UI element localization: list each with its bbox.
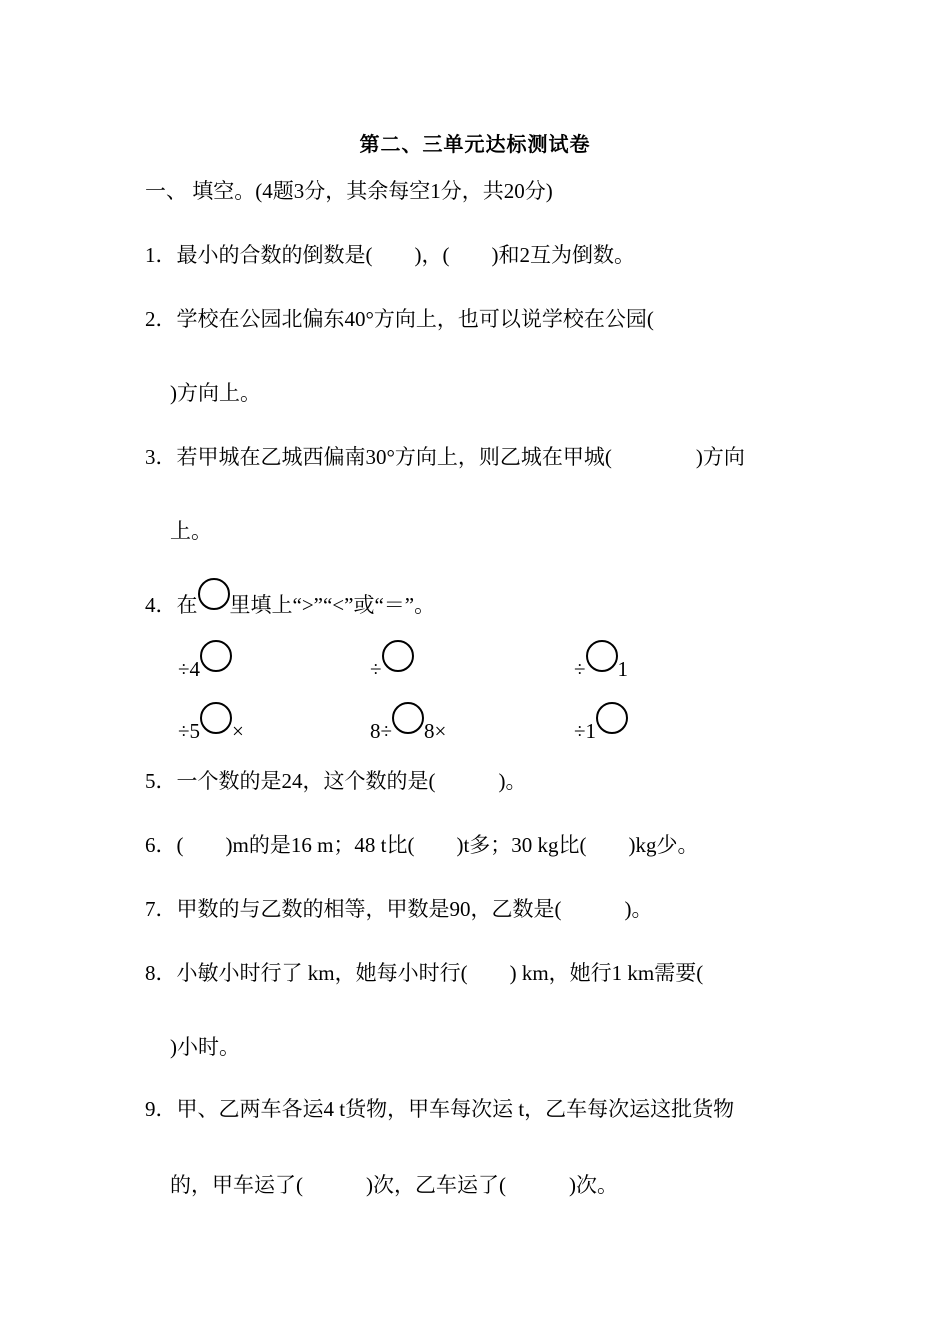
comparison-item — [574, 702, 628, 746]
comparison-circle[interactable] — [392, 702, 424, 734]
comparison-left: ÷1 — [574, 719, 597, 743]
question-8-line-2: )小时。 — [170, 1035, 240, 1059]
comparison-item — [178, 640, 232, 684]
question-9-line-2: 的，甲车运了( )次，乙车运了( )次。 — [170, 1173, 618, 1197]
question-1: 1．最小的合数的倒数是( )，( )和2互为倒数。 — [145, 243, 635, 267]
comparison-circle[interactable] — [586, 640, 618, 672]
question-3-line-2: 上。 — [170, 519, 212, 543]
question-2-line-2: )方向上。 — [170, 381, 261, 405]
comparison-item — [574, 640, 628, 684]
comparison-left: ÷ — [574, 657, 586, 681]
question-8-line-1: 8．小敏小时行了 km，她每小时行( ) km，她行1 km需要( — [145, 961, 704, 985]
comparison-item — [178, 702, 244, 746]
question-2-line-1: 2．学校在公园北偏东40°方向上，也可以说学校在公园( — [145, 307, 654, 331]
comparison-circle[interactable] — [200, 640, 232, 672]
page-title: 第二、三单元达标测试卷 — [359, 134, 591, 156]
comparison-right: 1 — [617, 657, 629, 681]
question-9-line-1: 9．甲、乙两车各运4 t货物，甲车每次运 t，乙车每次运这批货物 — [145, 1097, 735, 1121]
question-4 — [145, 578, 435, 620]
comparison-left: ÷4 — [178, 657, 201, 681]
comparison-right: × — [232, 719, 244, 743]
question-5: 5．一个数的是24，这个数的是( )。 — [145, 769, 527, 793]
comparison-left: ÷ — [370, 657, 382, 681]
comparison-circle[interactable] — [382, 640, 414, 672]
comparison-left: 8÷ — [370, 719, 393, 743]
question-7: 7．甲数的与乙数的相等，甲数是90，乙数是( )。 — [145, 897, 653, 921]
question-3-line-1: 3．若甲城在乙城西偏南30°方向上，则乙城在甲城( )方向 — [145, 445, 745, 469]
comparison-circle[interactable] — [200, 702, 232, 734]
question-4-prefix: 4．在 — [145, 593, 198, 617]
comparison-circle[interactable] — [596, 702, 628, 734]
section-heading: 一、 填空。(4题3分，其余每空1分，共20分) — [145, 179, 553, 203]
comparison-left: ÷5 — [178, 719, 201, 743]
question-4-suffix: 里填上“>”“<”或“＝”。 — [229, 593, 436, 617]
comparison-item — [370, 640, 414, 684]
question-6: 6．( )m的是16 m；48 t比( )t多；30 kg比( )kg少。 — [145, 833, 699, 857]
comparison-item — [370, 702, 446, 746]
answer-circle — [198, 578, 230, 610]
comparison-right: 8× — [424, 719, 447, 743]
